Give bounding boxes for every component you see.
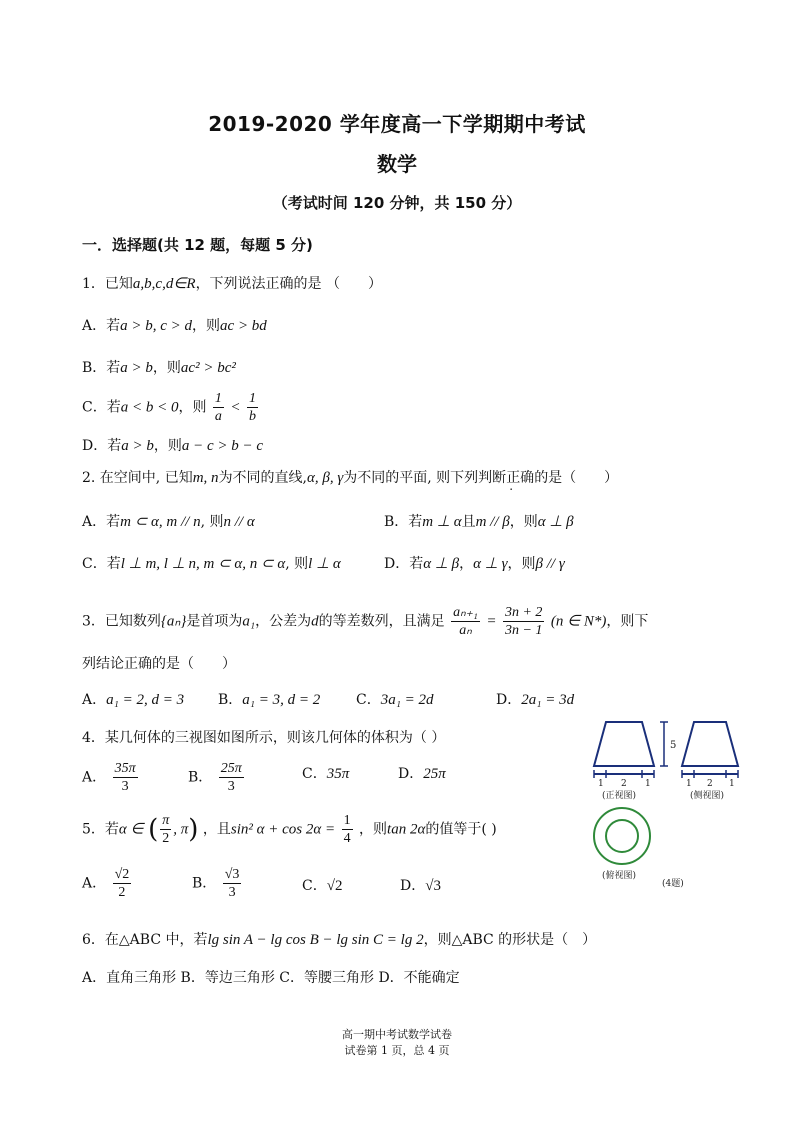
q1-option-c: C．若a < b < 0，则 $\frac{1}{a}$ < $\frac{1}{b}$: [82, 391, 256, 424]
top-view-label: (俯视图): [602, 871, 637, 881]
fraction: $\frac{3n + 2}{3n - 1}$: [504, 605, 543, 638]
side-view-trapezoid: [682, 722, 738, 766]
footer-title: 高一期中考试数学试卷: [342, 1028, 452, 1041]
top-view-outer-circle: [594, 808, 650, 864]
fraction: $\frac{1}{b}$: [248, 391, 256, 424]
fraction: $\frac{25\pi}{3}$: [220, 761, 242, 794]
q2-option-d: D．若α ⊥ β，α ⊥ γ，则β // γ: [384, 556, 565, 572]
three-view-figure: [586, 712, 746, 902]
q3-option-d: D．2a₁ = 3d: [496, 692, 575, 708]
q3-option-c: C．3a₁ = 2d: [356, 692, 434, 708]
q1-option-a: A．若a > b, c > d，则ac > bd: [82, 318, 267, 334]
q5-option-c: C．√2: [302, 878, 343, 894]
fraction: $\frac{35\pi}{3}$: [114, 761, 136, 794]
q3-option-b: B．a₁ = 3, d = 2: [218, 692, 321, 708]
q4-option-a: A． $\frac{35\pi}{3}$: [82, 761, 136, 794]
q1-option-b: B．若a > b，则ac² > bc²: [82, 360, 236, 376]
front-dim-label: 2: [621, 779, 627, 789]
q3-stem-continued: 列结论正确的是（ ）: [82, 656, 236, 672]
question-number-label: (4题): [662, 879, 684, 889]
q4-option-d: D．25π: [398, 766, 446, 782]
q6-options: A．直角三角形 B．等边三角形 C．等腰三角形 D．不能确定: [82, 970, 460, 986]
page-number: 试卷第 1 页，总 4 页: [344, 1044, 450, 1057]
subject-title: 数学: [377, 152, 417, 176]
fraction: $\frac{\pi}{2}$: [162, 813, 170, 846]
q3-stem: 3．已知数列{aₙ}是首项为a₁，公差为d的等差数列，且满足 $\frac{\text{aₙ₊₁}}{\text{aₙ}}$ = $\frac{3n + 2}{3n - 1}$ (n ∈ N*)，则下: [82, 605, 649, 638]
section-heading: 一．选择题(共 12 题，每题 5 分): [82, 236, 313, 254]
q6-stem: 6．在△ABC 中，若lg sin A − lg cos B − lg sin C = lg 2，则△ABC 的形状是（ ）: [82, 932, 597, 948]
q4-option-c: C．35π: [302, 766, 350, 782]
side-view-label: (侧视图): [690, 791, 725, 801]
top-view-inner-circle: [606, 820, 638, 852]
front-view-label: (正视图): [602, 791, 637, 801]
fraction: $\frac{√3}{3}$: [224, 867, 240, 900]
q5-option-d: D．√3: [400, 878, 441, 894]
side-dim-label: 1: [686, 779, 692, 789]
front-dim-label: 1: [645, 779, 651, 789]
q5-stem: 5．若α ∈ ( $\frac{\pi}{2}$ , π) ，且sin² α + cos 2α = $\frac{1}{4}$ ，则tan 2α的值等于( ): [82, 813, 497, 846]
q2-stem: 2. 在空间中, 已知m, n为不同的直线,α, β, γ为不同的平面, 则下列判断正确的是（ ）: [82, 470, 619, 486]
q1-stem: 1．已知a,b,c,d∈R，下列说法正确的是 （ ）: [82, 276, 383, 292]
exam-title: 2019-2020 学年度高一下学期期中考试: [208, 112, 586, 136]
emphasis-dotted-text: 正确: [506, 470, 535, 486]
front-view-trapezoid: [594, 722, 654, 766]
q5-option-a: A． $\frac{√2}{2}$: [82, 867, 130, 900]
front-dim-label: 1: [598, 779, 604, 789]
side-dim-label: 2: [707, 779, 713, 789]
side-dim-label: 1: [729, 779, 735, 789]
height-label: 5: [670, 740, 677, 751]
exam-info: （考试时间 120 分钟，共 150 分）: [272, 194, 522, 212]
fraction: $\frac{1}{4}$: [343, 813, 351, 846]
fraction: $\frac{√2}{2}$: [114, 867, 130, 900]
q2-option-c: C．若l ⊥ m, l ⊥ n, m ⊂ α, n ⊂ α, 则l ⊥ α: [82, 556, 341, 572]
q3-option-a: A．a₁ = 2, d = 3: [82, 692, 185, 708]
q4-option-b: B． $\frac{25\pi}{3}$: [188, 761, 242, 794]
q2-option-a: A．若m ⊂ α, m // n, 则n // α: [82, 514, 255, 530]
fraction: $\frac{1}{a}$: [214, 391, 222, 424]
q5-option-b: B． $\frac{√3}{3}$: [192, 867, 240, 900]
q4-stem: 4．某几何体的三视图如图所示，则该几何体的体积为（ ）: [82, 730, 446, 746]
q1-option-d: D．若a > b，则a − c > b − c: [82, 438, 264, 454]
fraction: $\frac{\text{aₙ₊₁}}{\text{aₙ}}$: [453, 605, 478, 638]
q2-option-b: B．若m ⊥ α且m // β，则α ⊥ β: [384, 514, 574, 530]
